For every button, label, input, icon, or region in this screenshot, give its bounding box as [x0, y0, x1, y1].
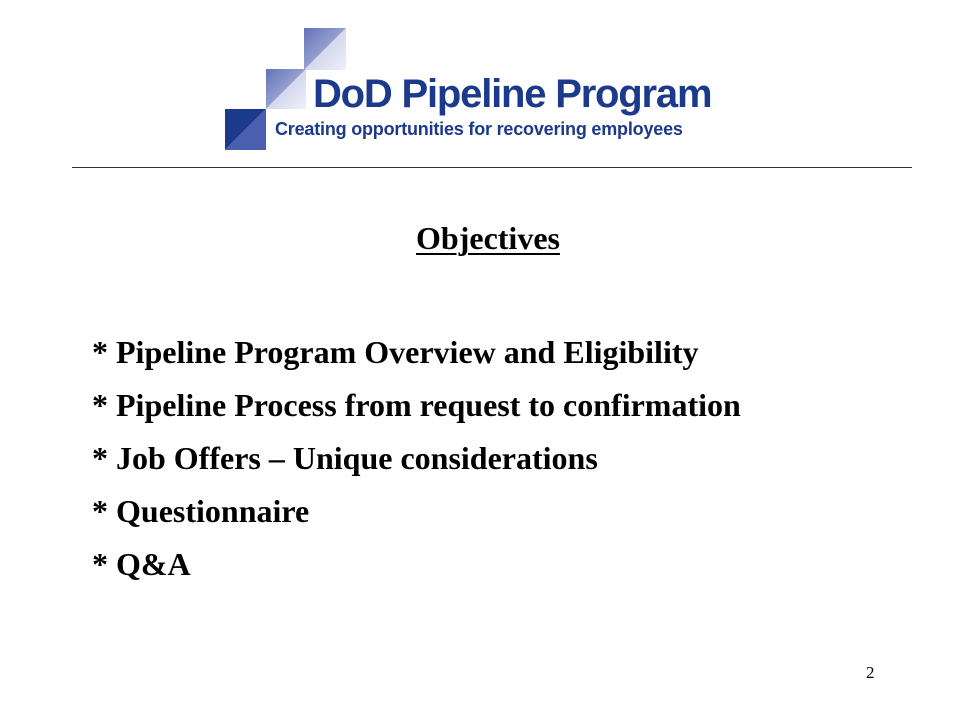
objective-item: * Q&A	[92, 546, 191, 582]
logo-tagline: Creating opportunities for recovering employees	[275, 119, 683, 139]
slide-heading: Objectives	[416, 220, 560, 256]
objective-item: * Pipeline Program Overview and Eligibility	[92, 334, 699, 370]
objective-item: * Questionnaire	[92, 493, 310, 529]
logo-title: DoD Pipeline Program	[313, 72, 712, 116]
header-divider	[72, 167, 912, 168]
objective-item: * Job Offers – Unique considerations	[92, 440, 598, 476]
objectives-list	[92, 326, 741, 591]
slide-number: 2	[866, 663, 875, 682]
logo	[222, 26, 742, 154]
objective-item: * Pipeline Process from request to confirmation	[92, 387, 741, 423]
